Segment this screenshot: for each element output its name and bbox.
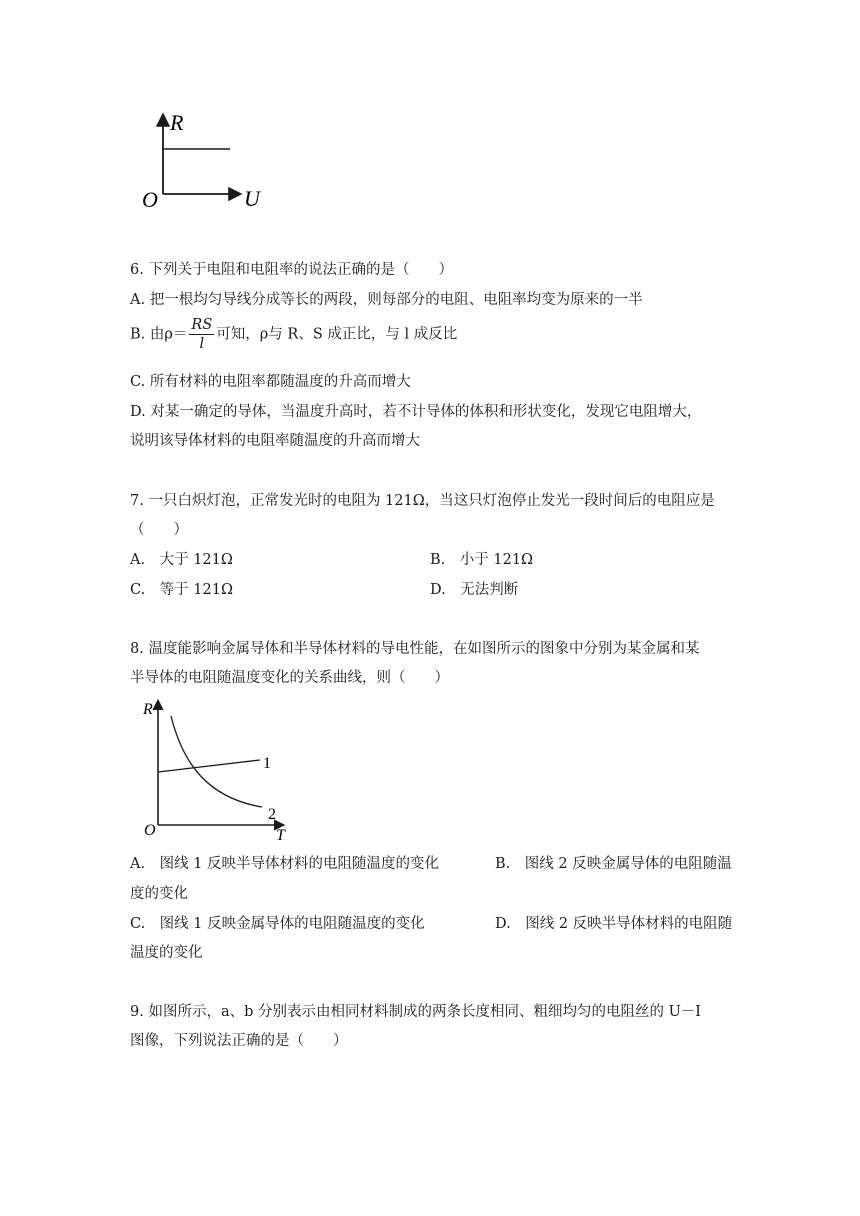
q7-option-a: A. 大于 121Ω [130, 552, 233, 568]
q7-stem-line1: 7. 一只白炽灯泡，正常发光时的电阻为 121Ω，当这只灯泡停止发光一段时间后的电阻应是 [130, 493, 715, 509]
q7-option-d: D. 无法判断 [430, 582, 519, 598]
q8-option-d-line1: D. 图线 2 反映半导体材料的电阻随 [495, 916, 733, 932]
fraction-rs-over-l [189, 316, 214, 353]
x-axis-label: T [276, 827, 285, 844]
fraction-denominator: l [199, 336, 205, 352]
fraction-numerator: RS [191, 317, 213, 333]
q6-option-a: A. 把一根均匀导线分成等长的两段，则每部分的电阻、电阻率均变为原来的一半 [130, 292, 643, 308]
q6-option-d-line1: D. 对某一确定的导体，当温度升高时，若不计导体的体积和形状变化，发现它电阻增大， [130, 404, 702, 420]
curve-1 [158, 760, 260, 772]
q8-option-a-line1: A. 图线 1 反映半导体材料的电阻随温度的变化 [130, 856, 440, 872]
origin-label: O [144, 822, 156, 839]
q6-stem: 6. 下列关于电阻和电阻率的说法正确的是（ ） [130, 262, 453, 278]
q7-option-b: B. 小于 121Ω [430, 552, 534, 568]
q8-stem-line2: 半导体的电阻随温度变化的关系曲线，则（ ） [130, 670, 449, 686]
curve-1-label: 1 [263, 755, 271, 772]
q8-option-b-line1: B. 图线 2 反映金属导体的电阻随温 [495, 856, 732, 872]
q8-option-a-line2: 度的变化 [130, 886, 188, 902]
q6-option-b [130, 316, 457, 353]
q9-stem-line1: 9. 如图所示，a、b 分别表示由相同材料制成的两条长度相同、粗细均匀的电阻丝的 U－I [130, 1004, 702, 1020]
q9-stem-line2: 图像，下列说法正确的是（ ） [130, 1033, 348, 1049]
x-axis-label: U [244, 186, 260, 211]
y-axis-label: R [143, 701, 153, 718]
curve-2-label: 2 [268, 806, 276, 823]
y-axis-label: R [170, 110, 184, 135]
figure-r-t [138, 694, 298, 844]
q8-stem-line1: 8. 温度能影响金属导体和半导体材料的导电性能，在如图所示的图象中分别为某金属和某 [130, 641, 700, 657]
q6-option-d-line2: 说明该导体材料的电阻率随温度的升高而增大 [130, 433, 420, 449]
q6-option-c: C. 所有材料的电阻率都随温度的升高而增大 [130, 374, 411, 390]
q7-option-c: C. 等于 121Ω [130, 582, 233, 598]
figure-r-u [135, 108, 270, 218]
q6-b-suffix: 可知，ρ与 R、S 成正比，与 l 成反比 [216, 326, 458, 343]
q7-stem-line2: （ ） [130, 522, 188, 538]
q8-option-c-line1: C. 图线 1 反映金属导体的电阻随温度的变化 [130, 916, 425, 932]
origin-label: O [142, 187, 158, 212]
q6-b-prefix: B. 由ρ＝ [130, 326, 188, 343]
q8-option-c-line2: 温度的变化 [130, 945, 203, 961]
